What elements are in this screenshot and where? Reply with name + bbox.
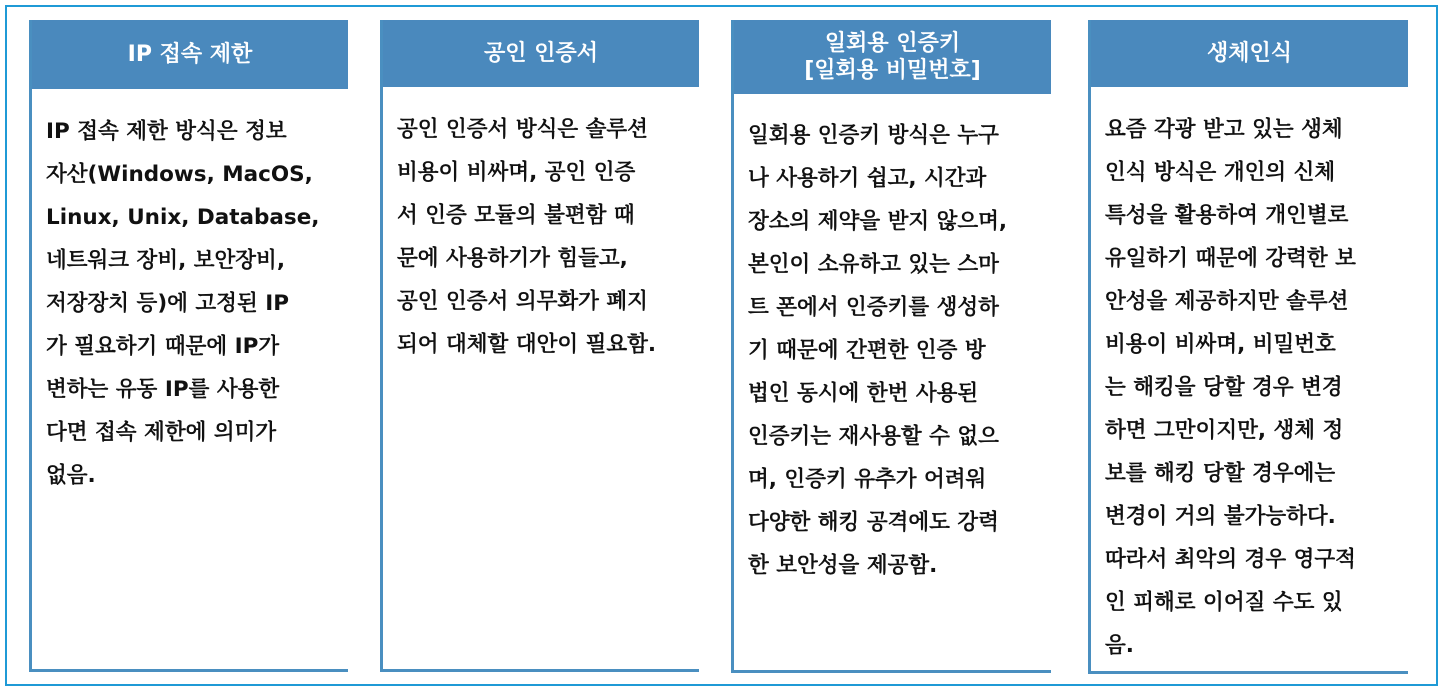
body-line: 인증키는 재사용할 수 없으 xyxy=(748,424,999,449)
card-body xyxy=(1105,108,1402,667)
card-body xyxy=(46,110,342,497)
body-line: 유일하기 때문에 강력한 보 xyxy=(1105,246,1356,271)
body-line: 변경이 거의 불가능하다. xyxy=(1105,504,1336,529)
body-line: Linux, Unix, Database, xyxy=(46,205,320,230)
body-line: 한 보안성을 제공함. xyxy=(748,553,938,578)
body-line: 비용이 비싸며, 비밀번호 xyxy=(1105,332,1336,357)
body-line: 다양한 해킹 공격에도 강력 xyxy=(748,510,999,535)
body-line: 공인 인증서 의무화가 폐지 xyxy=(397,289,648,314)
body-line: 다면 접속 제한에 의미가 xyxy=(46,420,277,445)
body-line: 장소의 제약을 받지 않으며, xyxy=(748,209,1008,234)
body-line: 가 필요하기 때문에 IP가 xyxy=(46,334,280,359)
card-ip-restriction xyxy=(29,20,348,672)
body-line: 따라서 최악의 경우 영구적 xyxy=(1105,547,1356,572)
card-title-line: [일회용 비밀번호] xyxy=(804,58,981,83)
body-line: 요즘 각광 받고 있는 생체 xyxy=(1105,117,1343,142)
card-public-certificate xyxy=(380,20,699,672)
card-body xyxy=(397,108,693,366)
card-header xyxy=(734,20,1051,94)
card-one-time-key xyxy=(731,20,1051,673)
body-line: 변하는 유동 IP를 사용한 xyxy=(46,377,280,402)
body-line: 며, 인증키 유추가 어려워 xyxy=(748,467,987,492)
body-line: 특성을 활용하여 개인별로 xyxy=(1105,203,1349,228)
body-line: 자산(Windows, MacOS, xyxy=(46,162,313,187)
card-body xyxy=(748,114,1045,587)
body-line: 나 사용하기 쉽고, 시간과 xyxy=(748,166,987,191)
card-header xyxy=(1091,20,1408,87)
body-line: 는 해킹을 당할 경우 변경 xyxy=(1105,375,1343,400)
body-line: 음. xyxy=(1105,633,1134,658)
body-line: 되어 대체할 대안이 필요함. xyxy=(397,332,657,357)
body-line: 안성을 제공하지만 솔루션 xyxy=(1105,289,1349,314)
body-line: IP 접속 제한 방식은 정보 xyxy=(46,119,287,144)
card-title-line: 공인 인증서 xyxy=(484,41,598,66)
body-line: 네트워크 장비, 보안장비, xyxy=(46,248,285,273)
body-line: 서 인증 모듈의 불편함 때 xyxy=(397,203,635,228)
body-line: 저장장치 등)에 고정된 IP xyxy=(46,291,289,316)
body-line: 하면 그만이지만, 생체 정 xyxy=(1105,418,1344,443)
body-line: 법인 동시에 한번 사용된 xyxy=(748,381,979,406)
body-line: 트 폰에서 인증키를 생성하 xyxy=(748,295,999,320)
card-title-line: 생체인식 xyxy=(1206,41,1292,66)
body-line: 인식 방식은 개인의 신체 xyxy=(1105,160,1336,185)
body-line: 공인 인증서 방식은 솔루션 xyxy=(397,117,648,142)
body-line: 비용이 비싸며, 공인 인증 xyxy=(397,160,636,185)
card-title-line: 일회용 인증키 xyxy=(824,31,961,56)
card-header xyxy=(32,20,348,89)
body-line: 인 피해로 이어질 수도 있 xyxy=(1105,590,1343,615)
body-line: 본인이 소유하고 있는 스마 xyxy=(748,252,999,277)
body-line: 보를 해킹 당할 경우에는 xyxy=(1105,461,1336,486)
card-title-line: IP 접속 제한 xyxy=(127,42,253,67)
body-line: 기 때문에 간편한 인증 방 xyxy=(748,338,986,363)
body-line: 일회용 인증키 방식은 누구 xyxy=(748,123,999,148)
card-biometrics xyxy=(1088,20,1408,674)
card-header xyxy=(383,20,699,87)
body-line: 문에 사용하기가 힘들고, xyxy=(397,246,628,271)
body-line: 없음. xyxy=(46,463,96,488)
